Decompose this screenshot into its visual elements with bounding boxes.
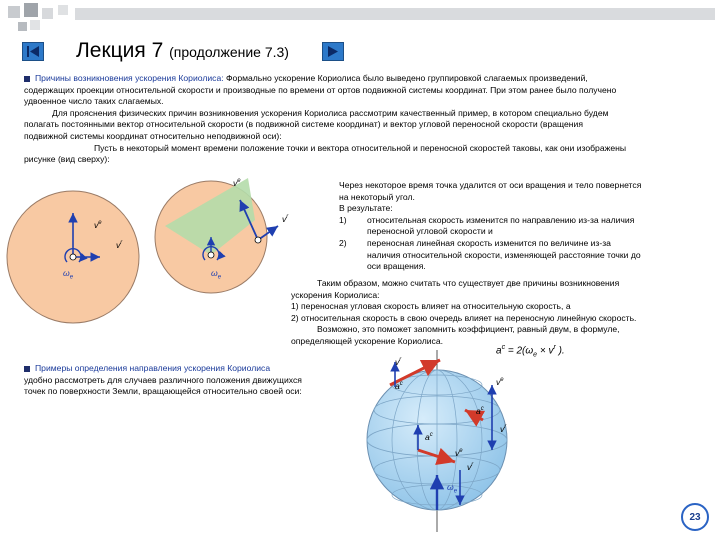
label-v-r-right: $v^r$ — [282, 213, 289, 224]
page-number-badge: 23 — [681, 503, 709, 531]
bullet-icon — [24, 76, 30, 82]
section1-text: Причины возникновения ускорения Кориолиса: Формально ускорение Кориолиса было выведено группировкой слагаемых произведений, содержащих проекции относительной скорости и производные по времени от ортов подвижной системы координат. При этом ранее было получено удвоенное число таких слагаемых. Для прояснения физических причин возникновения ускорения Кориолиса рассмотрим качественный пример, в котором специально будем полагать постоянными вектор относительной скорости (в подвижной системе координат) и вектор угловой переносной скорости (вращения подвижной системы координат относительно неподвижной оси): Пусть в некоторый момент времени положение точки и вектора относительной и переносной скоростей таковы, как они изображены рисунке (вид сверху): — [24, 73, 627, 165]
earth-sphere-diagram — [367, 350, 507, 532]
next-slide-button[interactable] — [322, 42, 344, 61]
skip-to-first-icon — [23, 43, 43, 60]
label-sphere-v-r-right: $v^r$ — [500, 423, 507, 434]
header-decoration — [0, 0, 720, 38]
label-sphere-omega: $\omega_e$ — [447, 482, 458, 495]
label-omega-right: $\omega_e$ — [211, 268, 222, 281]
right-text-block: Через некоторое время точка удалится от оси вращения и тело повернется на некоторый угол. В результате: 1) относительная скорость изменится по направлению из-за наличия переносной угловой скорости и 2) переносная линейная скорость изменится по величине из-за наличия относительной скорости, изменяющей расстояние точки до оси вращения. — [339, 180, 642, 272]
label-sphere-v-r-low: $v^r$ — [467, 461, 474, 472]
label-sphere-a-c-center: $a^c$ — [425, 431, 433, 442]
conclusion-text: Таким образом, можно считать что существует две причины возникновения ускорения Кориолиса: 1) переносная угловая скорость влияет на относительную скорость, а 2) относительная скорость в свою очередь влияет на переносную линейную скорость. Возможно, это поможет запомнить коэффициент, равный двум, в формуле, определяющей ускорение Кориолиса. — [291, 278, 637, 346]
play-next-icon — [323, 43, 343, 60]
label-sphere-v-e-center: $v^e$ — [455, 447, 463, 458]
coriolis-formula: $a^c = 2(\omega_e \times v^r$ ). — [496, 344, 565, 359]
label-sphere-v-r-top: $v^r$ — [395, 356, 402, 367]
figures-layer — [0, 160, 720, 540]
label-v-e-top: $v^e$ — [233, 177, 241, 188]
section2-text: Примеры определения направления ускорения Кориолиса удобно рассмотреть для случаев различного положения движущихся точек по поверхности Земли, вращающейся относительно своей оси: — [24, 363, 302, 397]
label-v-r-left: $v^r$ — [116, 239, 123, 250]
disk-before-diagram — [7, 191, 139, 323]
label-omega-left: $\omega_e$ — [63, 268, 74, 281]
label-sphere-a-c-right: $a^c$ — [476, 405, 484, 416]
label-sphere-v-e: $v^e$ — [496, 376, 504, 387]
label-sphere-a-c-top: $a^c$ — [395, 380, 403, 391]
label-v-e-left: $v^e$ — [94, 219, 102, 230]
first-slide-button[interactable] — [22, 42, 44, 61]
slide-title: Лекция 7 (продолжение 7.3) — [76, 39, 289, 62]
